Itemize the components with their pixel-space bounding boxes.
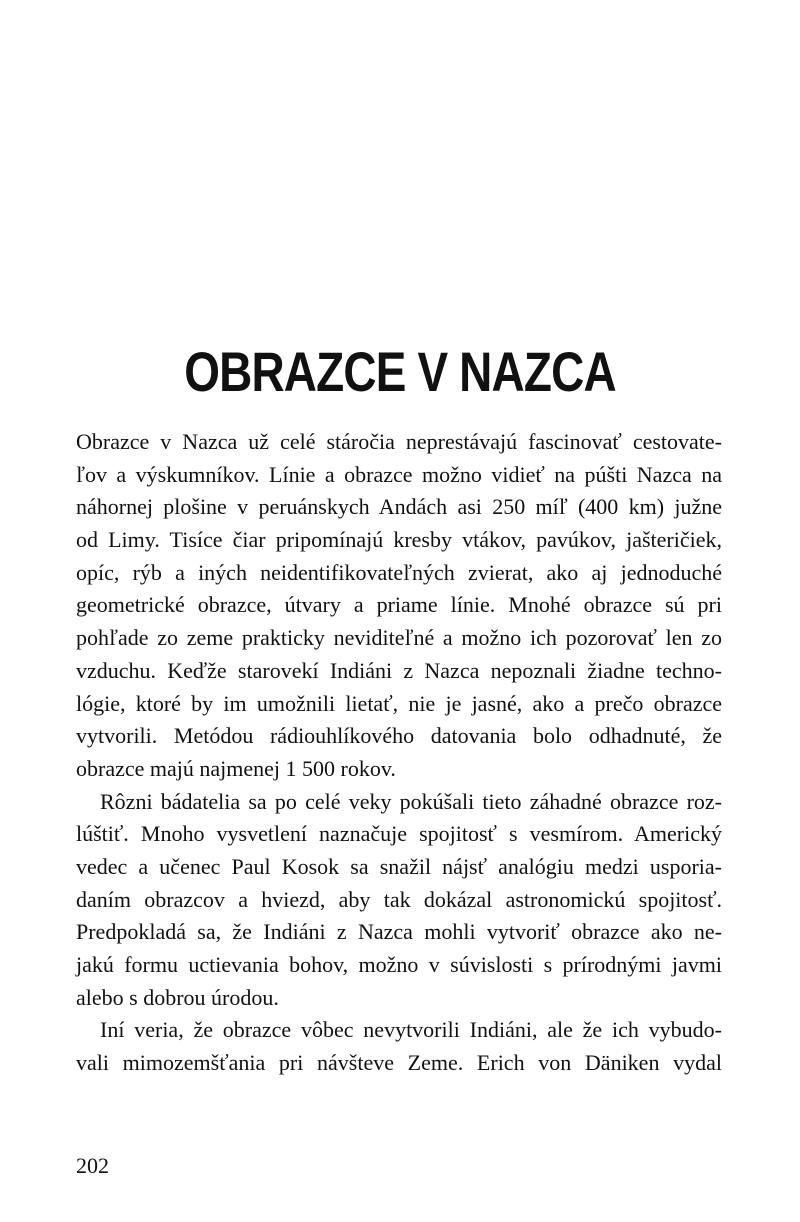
text-line: opíc, rýb a iných neidentifikovateľných zvierat, ako aj jednoduché bbox=[76, 559, 722, 585]
text-line: od Limy. Tisíce čiar pripomínajú kresby vtákov, pavúkov, jašteričiek, bbox=[76, 527, 722, 553]
text-line: lúštiť. Mnoho vysvetlení naznačuje spojitosť s vesmírom. Americký bbox=[76, 821, 722, 847]
text-line: náhornej plošine v peruánskych Andách asi 250 míľ (400 km) južne bbox=[76, 494, 722, 520]
text-line: pohľade zo zeme prakticky neviditeľné a možno ich pozorovať len zo bbox=[76, 625, 722, 651]
paragraph bbox=[76, 426, 722, 786]
text-line: Obrazce v Nazca už celé stáročia neprestávajú fascinovať cestovate- bbox=[76, 429, 722, 454]
text-line: vzduchu. Keďže starovekí Indiáni z Nazca nepoznali žiadne techno- bbox=[76, 657, 722, 683]
text-line: obrazce majú najmenej 1 500 rokov. bbox=[76, 755, 396, 781]
text-line: ľov a výskumníkov. Línie a obrazce možno vidieť na púšti Nazca na bbox=[76, 461, 722, 487]
text-line: Rôzni bádatelia sa po celé veky pokúšali tieto záhadné obrazce roz- bbox=[100, 788, 722, 814]
page-title: OBRAZCE V NAZCA bbox=[184, 339, 616, 403]
text-line: vali mimozemšťania pri návšteve Zeme. Erich von Däniken vydal bbox=[76, 1050, 722, 1076]
text-line: Predpokladá sa, že Indiáni z Nazca mohli vytvoriť obrazce ako ne- bbox=[76, 919, 722, 945]
text-line: daním obrazcov a hviezd, aby tak dokázal astronomickú spojitosť. bbox=[76, 886, 722, 912]
text-line: geometrické obrazce, útvary a priame línie. Mnohé obrazce sú pri bbox=[76, 592, 722, 618]
text-line: Iní veria, že obrazce vôbec nevytvorili Indiáni, ale že ich vybudo- bbox=[100, 1017, 722, 1043]
page-number: 202 bbox=[76, 1153, 109, 1178]
paragraph bbox=[76, 1014, 722, 1079]
text-line: lógie, ktoré by im umožnili lietať, nie je jasné, ako a prečo obrazce bbox=[76, 690, 722, 716]
text-line: vytvorili. Metódou rádiouhlíkového datovania bolo odhadnuté, že bbox=[76, 723, 722, 749]
text-line: vedec a učenec Paul Kosok sa snažil nájsť analógiu medzi usporia- bbox=[76, 853, 722, 879]
paragraph bbox=[76, 786, 722, 1015]
body-text bbox=[76, 426, 722, 1080]
text-line: alebo s dobrou úrodou. bbox=[76, 984, 279, 1010]
text-line: jakú formu uctievania bohov, možno v súvislosti s prírodnými javmi bbox=[76, 952, 722, 977]
